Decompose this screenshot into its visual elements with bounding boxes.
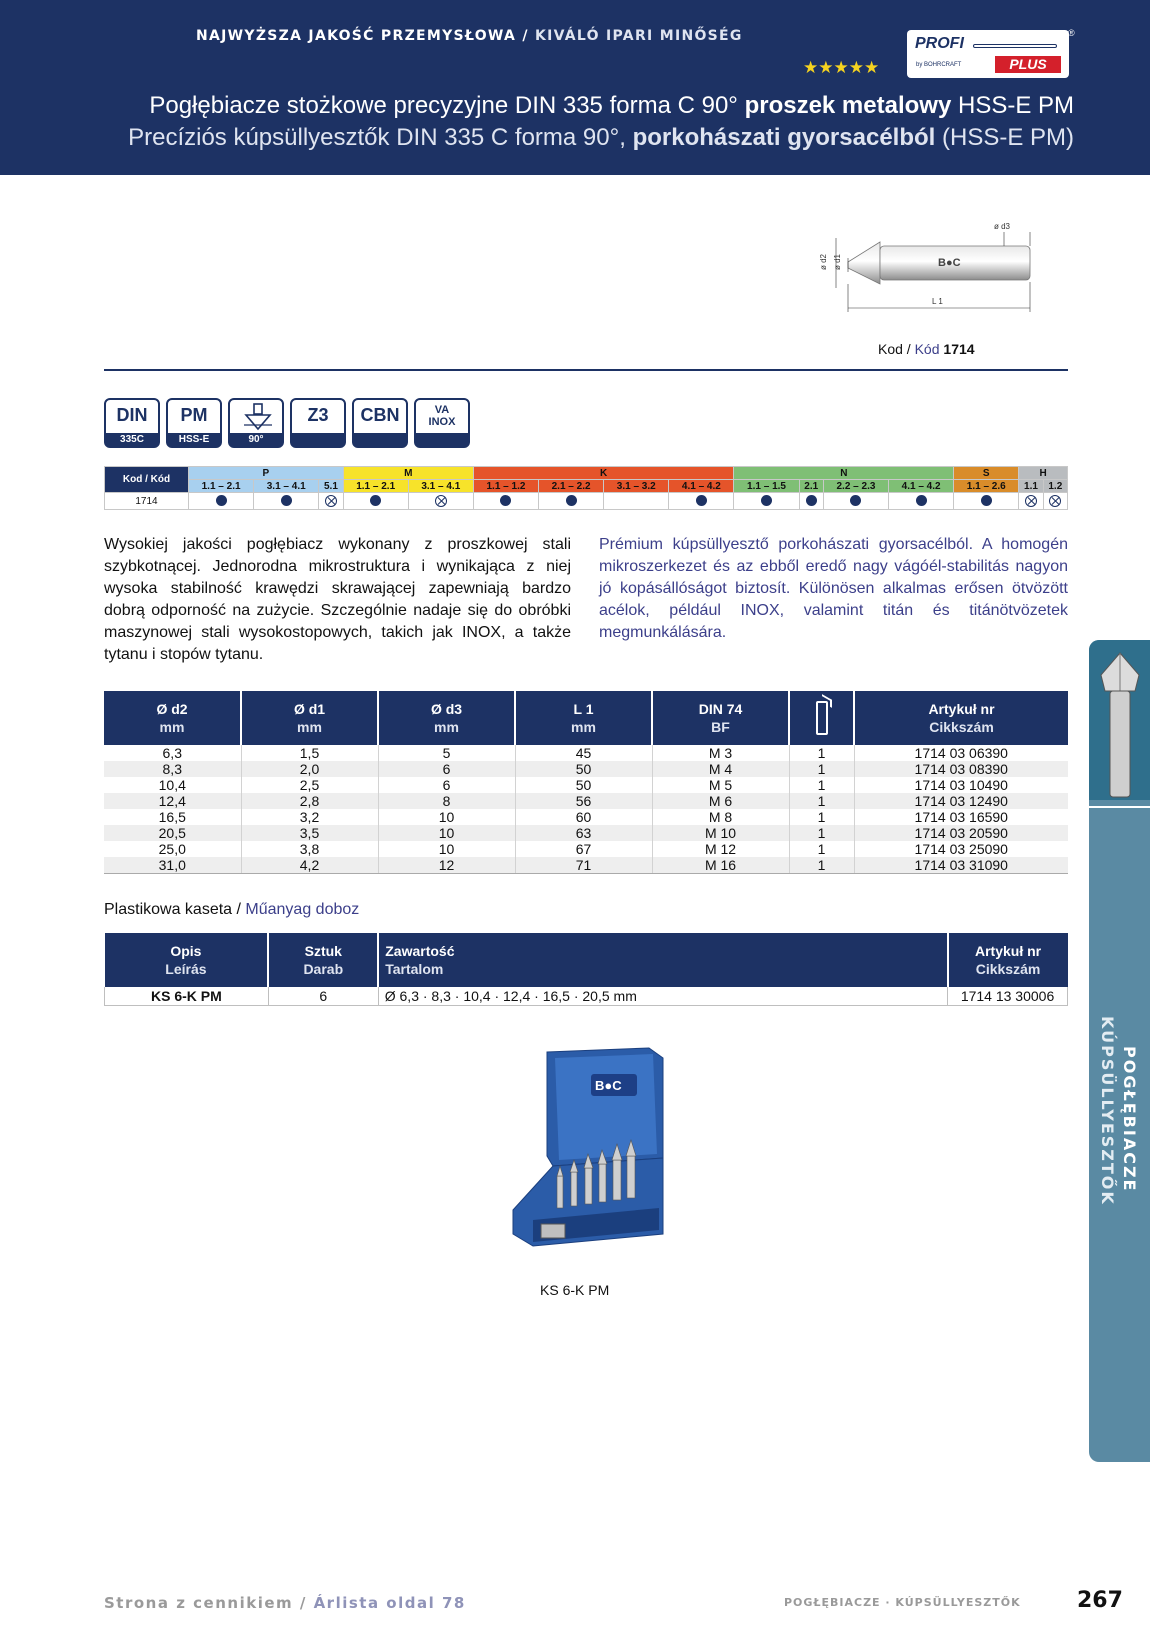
table-cell: 10,4 bbox=[158, 777, 186, 793]
table-cell: 3,2 bbox=[241, 809, 378, 825]
suitable-dot-icon bbox=[370, 495, 381, 506]
material-mark-cell bbox=[189, 493, 254, 510]
table-cell: M 4 bbox=[652, 761, 789, 777]
material-table bbox=[104, 466, 1068, 510]
badge-va-inox bbox=[414, 398, 470, 448]
table-cell: 1,5 bbox=[241, 745, 378, 761]
product-table-header bbox=[652, 691, 789, 745]
badge-pm-bottom: HSS-E bbox=[168, 433, 220, 446]
material-mark-cell bbox=[954, 493, 1019, 510]
material-mark-cell bbox=[669, 493, 734, 510]
header-line-1: Artykuł nr bbox=[928, 701, 995, 717]
table-cell: 12,4 bbox=[104, 793, 241, 809]
material-subgroup: 2.2 – 2.3 bbox=[823, 480, 888, 493]
case-caption: KS 6-K PM bbox=[540, 1282, 610, 1298]
case-heading bbox=[104, 901, 359, 919]
material-mark-cell bbox=[1019, 493, 1043, 510]
table-cell: 16,5 bbox=[158, 809, 186, 825]
material-subgroup: 1.1 bbox=[1019, 480, 1043, 493]
material-subgroup: 3.1 – 4.1 bbox=[254, 480, 319, 493]
set-cell-qty: 6 bbox=[268, 987, 378, 1006]
countersink-side-icon bbox=[1095, 651, 1145, 801]
material-mark-cell bbox=[823, 493, 888, 510]
material-group-h: H bbox=[1019, 467, 1068, 480]
title-hu bbox=[128, 124, 1074, 152]
material-kod-label: Kod / Kód bbox=[105, 467, 189, 493]
set-header-a: Zawartość bbox=[385, 943, 455, 959]
material-mark-cell bbox=[473, 493, 538, 510]
set-header-b: Tartalom bbox=[385, 961, 444, 977]
footer-left-hu: Árlista oldal 78 bbox=[313, 1594, 466, 1612]
table-cell: 4,2 bbox=[241, 857, 378, 874]
table-cell: 12 bbox=[378, 857, 515, 874]
product-table-header bbox=[789, 691, 854, 745]
kod-sep: / bbox=[902, 341, 915, 357]
material-mark-cell bbox=[604, 493, 669, 510]
set-header-sztuk bbox=[268, 933, 378, 987]
suitable-dot-icon bbox=[566, 495, 577, 506]
tagline-pl: NAJWYŻSZA JAKOŚĆ PRZEMYSŁOWA bbox=[196, 28, 517, 44]
material-mark-cell bbox=[319, 493, 343, 510]
table-cell: 1714 03 12490 bbox=[854, 793, 1068, 809]
suitable-dot-icon bbox=[806, 495, 817, 506]
table-cell: 1 bbox=[789, 745, 854, 761]
table-cell: 8,3 bbox=[104, 761, 241, 777]
material-mark-cell bbox=[1043, 493, 1067, 510]
tagline bbox=[196, 28, 743, 44]
material-mark-cell bbox=[734, 493, 799, 510]
table-cell: 6 bbox=[378, 761, 515, 777]
table-cell: 50 bbox=[515, 761, 652, 777]
badge-angle-bottom: 90° bbox=[230, 433, 282, 446]
badge-va-inox-bottom bbox=[416, 433, 468, 446]
table-cell: 1 bbox=[789, 841, 854, 857]
suitable-dot-icon bbox=[500, 495, 511, 506]
label-l1: L 1 bbox=[932, 297, 943, 306]
header-line-1: Ø d1 bbox=[293, 701, 326, 717]
material-subgroup: 1.1 – 2.6 bbox=[954, 480, 1019, 493]
set-row bbox=[105, 987, 1068, 1006]
material-mark-cell bbox=[889, 493, 954, 510]
table-row bbox=[104, 745, 1068, 761]
table-row bbox=[104, 841, 1068, 857]
table-cell: 10 bbox=[378, 825, 515, 841]
header-line-1: L 1 bbox=[573, 701, 594, 717]
header-line-1: Ø d2 bbox=[156, 701, 188, 717]
table-cell: M 8 bbox=[652, 809, 789, 825]
table-cell: 8 bbox=[378, 793, 515, 809]
label-d2: ø d2 bbox=[819, 253, 828, 270]
logo-plus: PLUS bbox=[995, 56, 1061, 73]
table-cell: 67 bbox=[515, 841, 652, 857]
limited-cross-icon bbox=[325, 495, 337, 507]
set-header-opis bbox=[105, 933, 269, 987]
side-tab-pl: POGŁĘBIACZE bbox=[1120, 1046, 1139, 1193]
table-cell: 20,5 bbox=[104, 825, 241, 841]
set-header-zawartosc bbox=[378, 933, 947, 987]
material-group-k: K bbox=[473, 467, 734, 480]
title-pl-bold: proszek metalowy bbox=[744, 92, 952, 119]
tagline-separator: / bbox=[516, 28, 535, 44]
table-cell: 1 bbox=[789, 793, 854, 809]
set-cell-content: Ø 6,3 · 8,3 · 10,4 · 12,4 · 16,5 · 20,5 mm bbox=[378, 987, 947, 1006]
material-mark-cell bbox=[539, 493, 604, 510]
title-hu-part1: Precíziós kúpsüllyesztők DIN 335 C forma 90°, bbox=[128, 124, 633, 151]
profi-plus-logo bbox=[907, 30, 1069, 78]
material-subgroup: 4.1 – 4.2 bbox=[669, 480, 734, 493]
drawing-brand: B●C bbox=[938, 257, 961, 269]
table-row bbox=[104, 809, 1068, 825]
table-cell: M 3 bbox=[652, 745, 789, 761]
table-cell: 10 bbox=[378, 809, 515, 825]
label-d1: ø d1 bbox=[833, 253, 842, 270]
table-cell: 1714 03 20590 bbox=[854, 825, 1068, 841]
table-cell: 1 bbox=[789, 857, 854, 874]
page-number: 267 bbox=[1077, 1588, 1123, 1613]
badge-din-bottom: 335C bbox=[106, 433, 158, 446]
header-line-1: DIN 74 bbox=[698, 701, 743, 717]
table-cell: 1 bbox=[789, 825, 854, 841]
label-d3: ø d3 bbox=[994, 222, 1011, 231]
material-subgroup: 1.1 – 1.2 bbox=[473, 480, 538, 493]
set-cell-name: KS 6-K PM bbox=[105, 987, 269, 1006]
set-header-a: Opis bbox=[170, 943, 202, 959]
table-row bbox=[104, 825, 1068, 841]
material-subgroup: 4.1 – 4.2 bbox=[889, 480, 954, 493]
badge-cbn-top: CBN bbox=[360, 405, 400, 425]
badge-z3-bottom bbox=[292, 433, 344, 446]
logo-profi: PROFI bbox=[915, 35, 964, 52]
badge-din-top: DIN bbox=[116, 405, 148, 425]
material-group-m: M bbox=[343, 467, 473, 480]
suitable-dot-icon bbox=[916, 495, 927, 506]
material-subgroup: 3.1 – 4.1 bbox=[408, 480, 473, 493]
table-cell: 45 bbox=[515, 745, 652, 761]
table-cell: 1714 03 16590 bbox=[854, 809, 1068, 825]
table-cell: 71 bbox=[515, 857, 652, 874]
table-cell: 1 bbox=[789, 777, 854, 793]
material-subgroup: 2.1 bbox=[799, 480, 823, 493]
table-cell: 1714 03 08390 bbox=[854, 761, 1068, 777]
material-mark-cell bbox=[408, 493, 473, 510]
limited-cross-icon bbox=[435, 495, 447, 507]
table-cell: 1714 03 31090 bbox=[854, 857, 1068, 874]
material-suitability-row bbox=[105, 493, 1068, 510]
quality-stars: ★★★★★ bbox=[803, 58, 880, 77]
table-cell: 2,8 bbox=[241, 793, 378, 809]
footer-section: POGŁĘBIACZE · KÚPSÜLLYESZTŐK bbox=[784, 1596, 1021, 1609]
set-header-b: Darab bbox=[303, 961, 344, 977]
table-cell: 6 bbox=[378, 777, 515, 793]
page-header bbox=[0, 0, 1150, 175]
set-header-b: Leírás bbox=[165, 961, 207, 977]
table-cell: 6,3 bbox=[162, 745, 182, 761]
header-line-2: mm bbox=[434, 719, 459, 735]
product-code-caption bbox=[878, 341, 975, 357]
table-cell: 1714 03 25090 bbox=[854, 841, 1068, 857]
material-mark-cell bbox=[343, 493, 408, 510]
set-header-a: Sztuk bbox=[304, 943, 342, 959]
suitable-dot-icon bbox=[696, 495, 707, 506]
badge-din bbox=[104, 398, 160, 448]
material-mark-cell bbox=[799, 493, 823, 510]
table-cell: M 6 bbox=[652, 793, 789, 809]
table-cell: 2,0 bbox=[241, 761, 378, 777]
header-line-2: BF bbox=[711, 719, 730, 735]
material-subgroup: 3.1 – 3.2 bbox=[604, 480, 669, 493]
suitable-dot-icon bbox=[850, 495, 861, 506]
table-cell: 2,5 bbox=[241, 777, 378, 793]
suitable-dot-icon bbox=[981, 495, 992, 506]
product-table-header bbox=[854, 691, 1068, 745]
package-icon bbox=[816, 701, 828, 735]
header-line-1: Ø d3 bbox=[430, 701, 463, 717]
product-table-header bbox=[104, 691, 241, 745]
kod-pl: Kod bbox=[878, 341, 903, 357]
registered-mark: ® bbox=[1068, 28, 1075, 38]
material-group-p: P bbox=[189, 467, 344, 480]
set-table bbox=[104, 933, 1068, 1006]
material-subgroup: 1.1 – 1.5 bbox=[734, 480, 799, 493]
table-cell: M 12 bbox=[652, 841, 789, 857]
set-header-b: Cikkszám bbox=[975, 961, 1041, 977]
badge-z3 bbox=[290, 398, 346, 448]
product-table-header bbox=[515, 691, 652, 745]
table-cell: 25,0 bbox=[158, 841, 186, 857]
title-pl bbox=[149, 92, 1074, 120]
table-cell: 1714 03 10490 bbox=[854, 777, 1068, 793]
material-row-code: 1714 bbox=[105, 493, 189, 510]
footer-left-sep: / bbox=[293, 1594, 314, 1612]
badge-z3-top: Z3 bbox=[307, 405, 329, 425]
table-cell: 50 bbox=[515, 777, 652, 793]
countersink-drawing bbox=[819, 222, 1080, 322]
case-brand: B●C bbox=[595, 1078, 622, 1093]
material-mark-cell bbox=[254, 493, 319, 510]
material-subgroup-row bbox=[105, 480, 1068, 493]
table-row bbox=[104, 761, 1068, 777]
limited-cross-icon bbox=[1025, 495, 1037, 507]
set-header-artykul bbox=[948, 933, 1068, 987]
table-row bbox=[104, 793, 1068, 809]
header-line-2: mm bbox=[297, 719, 322, 735]
table-cell: M 5 bbox=[652, 777, 789, 793]
header-line-2: Cikkszám bbox=[929, 719, 994, 735]
material-group-s: S bbox=[954, 467, 1019, 480]
table-cell: 60 bbox=[515, 809, 652, 825]
footer-price-page bbox=[104, 1594, 466, 1612]
tagline-hu: KIVÁLÓ IPARI MINŐSÉG bbox=[534, 28, 743, 44]
title-hu-part3: (HSS-E PM) bbox=[935, 124, 1074, 151]
table-cell: 3,5 bbox=[241, 825, 378, 841]
table-cell: 1 bbox=[789, 761, 854, 777]
table-cell: 5 bbox=[378, 745, 515, 761]
header-line-2: mm bbox=[571, 719, 596, 735]
divider bbox=[104, 369, 1068, 371]
kod-code: 1714 bbox=[943, 341, 975, 357]
product-table bbox=[104, 691, 1068, 874]
material-subgroup: 1.1 – 2.1 bbox=[343, 480, 408, 493]
table-row bbox=[104, 777, 1068, 793]
product-table-header bbox=[378, 691, 515, 745]
footer-left-pl: Strona z cennikiem bbox=[104, 1594, 294, 1612]
case-heading-hu: Műanyag doboz bbox=[245, 901, 360, 918]
badge-pm-top: PM bbox=[180, 405, 208, 425]
countersink-icon bbox=[242, 403, 274, 433]
table-cell: 1 bbox=[789, 809, 854, 825]
set-header-a: Artykuł nr bbox=[974, 943, 1042, 959]
description-hu: Prémium kúpsüllyesztő porkohászati gyorsacélból. A homogén mikroszerkezet és az ebből eredő nagy vágóél-stabilitás nagyon jó kopásállóságot biztosít. Különösen alkalmas erősen ötvözött acélok, például INOX, valamint titán és titánötvözetek megmunkálására. bbox=[599, 536, 1068, 641]
table-cell: 31,0 bbox=[104, 857, 241, 874]
material-group-row bbox=[105, 467, 1068, 480]
table-row bbox=[104, 857, 1068, 874]
case-heading-sep: / bbox=[232, 901, 246, 918]
set-cell-article: 1714 13 30006 bbox=[948, 987, 1068, 1006]
side-tab-divider bbox=[1089, 806, 1150, 808]
side-tab-text bbox=[1094, 1016, 1146, 1256]
badge-cbn bbox=[352, 398, 408, 448]
header-line-2: mm bbox=[159, 719, 185, 735]
side-tab-hu: KÚPSÜLLYESZTŐK bbox=[1098, 1016, 1117, 1206]
table-cell: 3,8 bbox=[241, 841, 378, 857]
badge-va-inox-top: VA INOX bbox=[428, 404, 456, 428]
product-table-header bbox=[241, 691, 378, 745]
material-subgroup: 5.1 bbox=[319, 480, 343, 493]
logo-drill-line bbox=[973, 44, 1057, 48]
table-cell: M 16 bbox=[652, 857, 789, 874]
material-subgroup: 1.1 – 2.1 bbox=[189, 480, 254, 493]
table-cell: 56 bbox=[515, 793, 652, 809]
table-cell: 1714 03 06390 bbox=[854, 745, 1068, 761]
material-subgroup: 2.1 – 2.2 bbox=[539, 480, 604, 493]
description-pl: Wysokiej jakości pogłębiacz wykonany z proszkowej stali szybkotnącej. Jednorodna mikrostruktura i wynikająca z niej wysoka stabilność krawędzi skrawającej zapewniają bardzo dobrą odporność na zużycie. Szczególnie nadaje się do obróbki maszynowej stali wysokostopowych, takich jak INOX, a także tytanu i stopów tytanu. bbox=[104, 536, 571, 663]
logo-by: by BOHRCRAFT bbox=[916, 62, 962, 68]
case-heading-pl: Plastikowa kaseta bbox=[104, 901, 233, 918]
title-pl-part1: Pogłębiacze stożkowe precyzyjne DIN 335 forma C 90° bbox=[149, 92, 745, 119]
table-cell: M 10 bbox=[652, 825, 789, 841]
badge-angle bbox=[228, 398, 284, 448]
table-cell: 63 bbox=[515, 825, 652, 841]
suitable-dot-icon bbox=[216, 495, 227, 506]
badge-cbn-bottom bbox=[354, 433, 406, 446]
badge-pm bbox=[166, 398, 222, 448]
suitable-dot-icon bbox=[281, 495, 292, 506]
kod-hu: Kód bbox=[914, 341, 940, 357]
suitable-dot-icon bbox=[761, 495, 772, 506]
title-pl-part3: HSS-E PM bbox=[951, 92, 1074, 119]
table-cell: 10 bbox=[378, 841, 515, 857]
material-subgroup: 1.2 bbox=[1043, 480, 1067, 493]
title-hu-bold: porkohászati gyorsacélból bbox=[632, 124, 936, 151]
case-photo bbox=[513, 1048, 675, 1273]
material-group-n: N bbox=[734, 467, 954, 480]
limited-cross-icon bbox=[1049, 495, 1061, 507]
